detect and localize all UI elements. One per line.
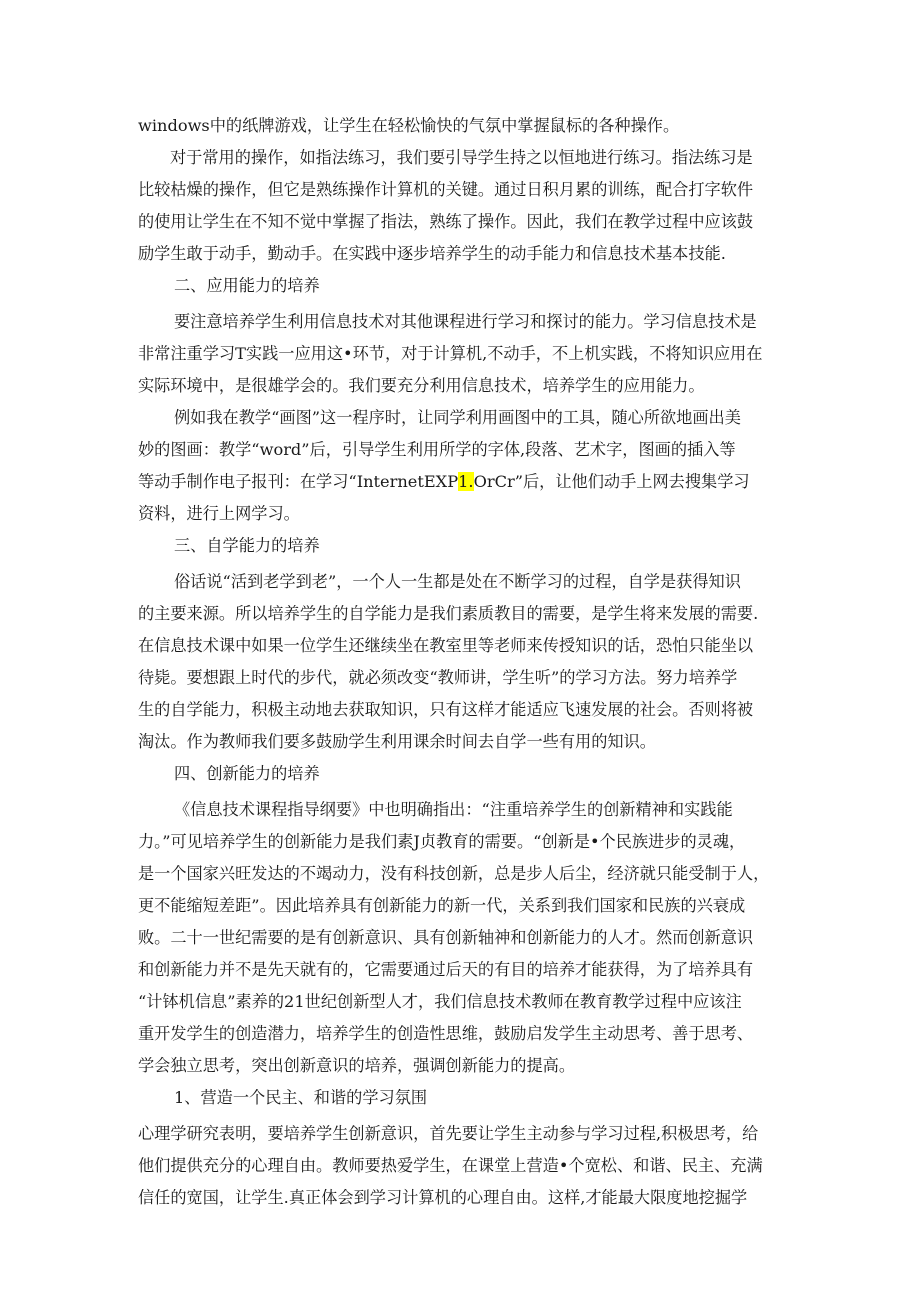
text-line: 和创新能力并不是先天就有的，它需要通过后天的有目的培养才能获得，为了培养具有 [138,960,754,979]
text-line: 妙的图画：教学“word”后，引导学生利用所学的字体,段落、艺术字，图画的插入等 [138,440,736,459]
text-line: 比较枯燥的操作，但它是熟练操作计算机的关键。通过日积月累的训练，配合打字软件 [138,180,754,199]
text-line: 败。二十一世纪需要的是有创新意识、具有创新轴神和创新能力的人才。然而创新意识 [138,928,754,947]
text-line: 力。”可见培养学生的创新能力是我们素J贞教育的需要。“创新是•个民族进步的灵魂， [138,832,746,851]
section-heading [138,270,798,302]
text-line: 四、创新能力的培养 [174,764,320,783]
highlighted-text: 1. [458,472,474,491]
body-paragraph [138,402,798,530]
text-line: 《信息技术课程指导纲要》中也明确指出：“注重培养学生的创新精神和实践能 [174,800,733,819]
text-line: 要注意培养学生利用信息技术对其他课程进行学习和探讨的能力。学习信息技术是 [174,312,757,331]
section-heading [138,530,798,562]
text-line: 信任的宽国，让学生.真正体会到学习计算机的心理自由。这样,才能最大限度地挖掘学 [138,1188,748,1207]
text-line: 学会独立思考，突出创新意识的培养，强调创新能力的提高。 [138,1056,576,1075]
text-line: 的主要来源。所以培养学生的自学能力是我们素质教目的需要，是学生将来发展的需要. [138,604,759,623]
text-line: 1、营造一个民主、和谐的学习氛围 [174,1088,428,1107]
text-line: windows中的纸牌游戏，让学生在轻松愉快的气氛中掌握鼠标的各种操作。 [138,116,680,135]
body-paragraph [138,1118,798,1214]
text-line: 的使用让学生在不知不觉中掌握了指法，熟练了操作。因此，我们在教学过程中应该鼓 [138,212,754,231]
text-line: 俗话说“活到老学到老”，一个人一生都是处在不断学习的过程，自学是获得知识 [174,572,741,591]
text-line: 实际环境中，是很雄学会的。我们要充分利用信息技术，培养学生的应用能力。 [138,376,705,395]
text-line: 对于常用的操作，如指法练习，我们要引导学生持之以恒地进行练习。指法练习是 [170,148,753,167]
text-line: 他们提供充分的心理自由。教师要热爱学生，在课堂上营造•个宽松、和谐、民主、充满 [138,1156,763,1175]
section-heading [138,1082,798,1114]
text-line: 资料，进行上网学习。 [138,504,300,523]
body-paragraph [138,566,798,758]
document-page [138,110,798,1214]
text-line: 等动手制作电子报刊：在学习“InternetEXP1.OrCr”后，让他们动手上网去搜集学习 [138,472,750,491]
text-line: 待毙。要想跟上时代的步代，就必须改变“教师讲，学生听”的学习方法。努力培养学 [138,668,738,687]
text-line: 二、应用能力的培养 [174,276,320,295]
text-line: 例如我在教学“画图”这一程序时，让同学利用画图中的工具，随心所欲地画出美 [174,408,741,427]
text-line: “计钵机信息”素养的21世纪创新型人才，我们信息技术教师在教育教学过程中应该注 [138,992,742,1011]
body-paragraph [138,110,798,142]
body-paragraph [138,142,798,270]
section-heading [138,758,798,790]
text-line: 励学生敢于动手，勤动手。在实践中逐步培养学生的动手能力和信息技术基本技能. [138,244,726,263]
text-line: 在信息技术课中如果一位学生还继续坐在教室里等老师来传授知识的话，恐怕只能坐以 [138,636,754,655]
text-line: 更不能缩短差距”。因此培养具有创新能力的新一代，关系到我们国家和民族的兴衰成 [138,896,746,915]
text-line: 重开发学生的创造潜力，培养学生的创造性思维，鼓励启发学生主动思考、善于思考、 [138,1024,754,1043]
text-line: 生的自学能力，积极主动地去获取知识，只有这样才能适应飞速发展的社会。否则将被 [138,700,754,719]
text-line: 是一个国家兴旺发达的不竭动力，没有科技创新，总是步人后尘，经济就只能受制于人， [138,864,770,883]
body-paragraph [138,306,798,402]
text-line: 心理学研究表明，要培养学生创新意识，首先要让学生主动参与学习过程,积极思考，给 [138,1124,759,1143]
text-line: 三、自学能力的培养 [174,536,320,555]
body-paragraph [138,794,798,1082]
text-line: 非常注重学习T实践一应用这•环节，对于计算机,不动手，不上机实践，不将知识应用在 [138,344,763,363]
text-line: 淘汰。作为教师我们要多鼓励学生利用课余时间去自学一些有用的知识。 [138,732,656,751]
